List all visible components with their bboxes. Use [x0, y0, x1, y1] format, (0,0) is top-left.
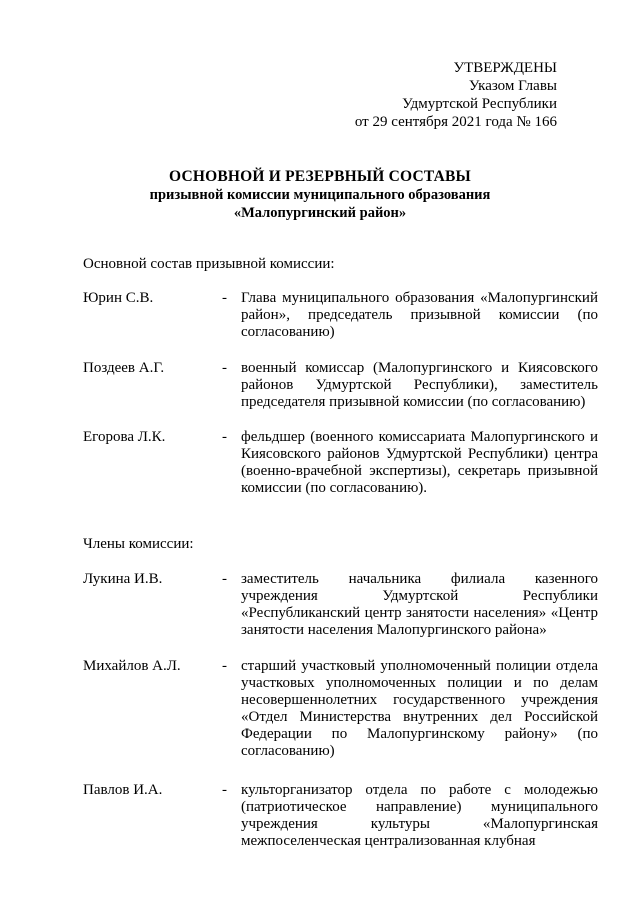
member-dash: - [222, 360, 227, 376]
document-title [0, 168, 640, 222]
member-name: Поздеев А.Г. [83, 360, 165, 376]
approval-line-3: Удмуртской Республики [402, 96, 557, 112]
member-role: фельдшер (военного комиссариата Малопургинского и Киясовского районов Удмуртской Республики) центра (военно-врачебной экспертизы), секретарь призывной комиссии (по согласованию). [241, 429, 598, 496]
member-role: заместитель начальника филиала казенного учреждения Удмуртской Республики «Республиканский центр занятости населения» «Центр занятости населения Малопургинского района» [241, 571, 598, 638]
approval-line-2: Указом Главы [468, 78, 557, 94]
title-subtitle-2: «Малопургинский район» [233, 205, 407, 221]
member-dash: - [222, 290, 227, 306]
main-section-heading: Основной состав призывной комиссии: [83, 256, 335, 272]
member-dash: - [222, 571, 227, 587]
member-role: старший участковый уполномоченный полиции отдела участковых уполномоченных полиции и по делам несовершеннолетних государственного учреждения «Отдел Министерства внутренних дел Российской Федерации по Малопургинскому району» (по согласованию) [241, 658, 598, 759]
member-name: Михайлов А.Л. [83, 658, 181, 674]
member-entry [83, 782, 598, 850]
member-name: Павлов И.А. [83, 782, 163, 798]
member-role: военный комиссар (Малопургинского и Киясовского районов Удмуртской Республики), заместитель председателя призывной комиссии (по согласованию) [241, 360, 598, 410]
approval-line-4: от 29 сентября 2021 года № 166 [354, 114, 557, 130]
member-role: Глава муниципального образования «Малопургинский район», председатель призывной комиссии (по согласованию) [241, 290, 598, 340]
member-dash: - [222, 429, 227, 445]
member-name: Юрин С.В. [83, 290, 154, 306]
member-entry [83, 290, 598, 341]
member-entry [83, 658, 598, 760]
title-subtitle-1: призывной комиссии муниципального образования [149, 187, 491, 203]
member-entry [83, 360, 598, 411]
member-name: Лукина И.В. [83, 571, 163, 587]
approval-line-1: УТВЕРЖДЕНЫ [453, 60, 557, 76]
member-dash: - [222, 658, 227, 674]
members-section-heading: Члены комиссии: [83, 536, 194, 552]
member-name: Егорова Л.К. [83, 429, 166, 445]
title-main: ОСНОВНОЙ И РЕЗЕРВНЫЙ СОСТАВЫ [169, 168, 471, 185]
member-entry [83, 571, 598, 639]
member-role: культорганизатор отдела по работе с молодежью (патриотическое направление) муниципального учреждения культуры «Малопургинская межпоселенческая централизованная клубная [241, 782, 598, 849]
member-entry [83, 429, 598, 497]
member-dash: - [222, 782, 227, 798]
approval-stamp [355, 59, 557, 131]
